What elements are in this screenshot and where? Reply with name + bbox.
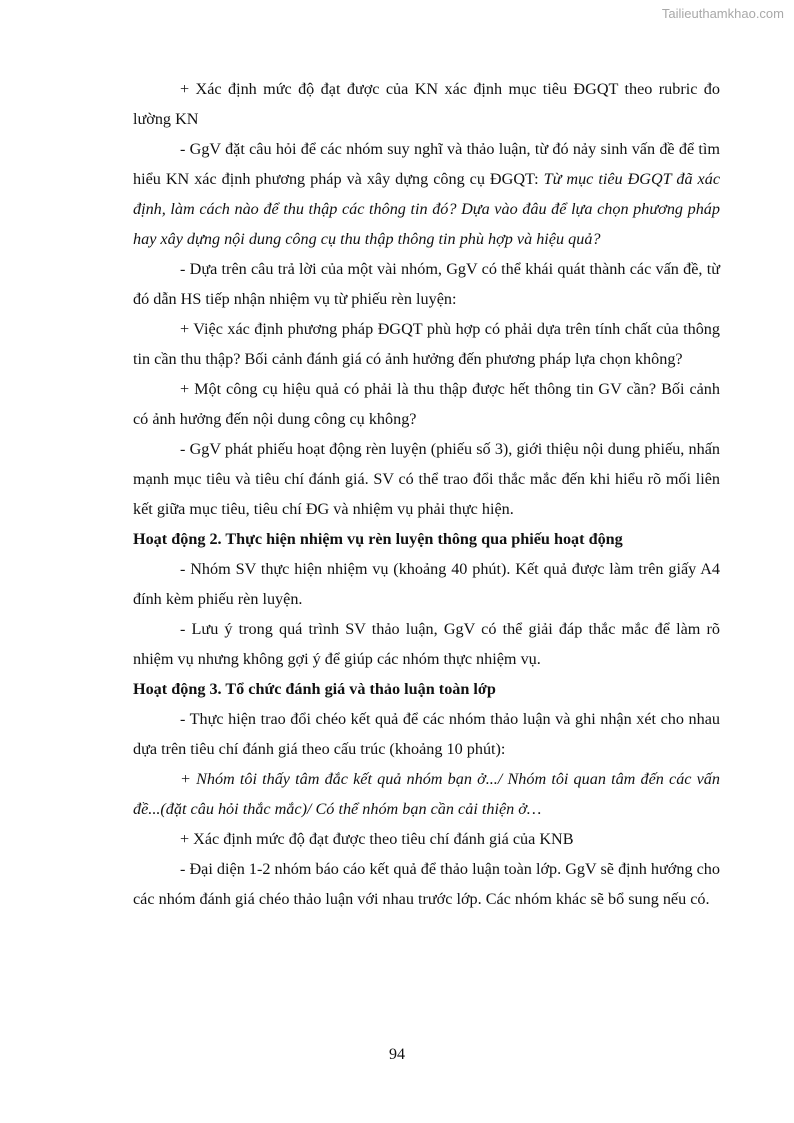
paragraph: - Nhóm SV thực hiện nhiệm vụ (khoảng 40 phút). Kết quả được làm trên giấy A4 đính kèm phiếu rèn luyện. [133,560,720,608]
page-number: 94 [389,1046,405,1063]
paragraph: - Thực hiện trao đổi chéo kết quả để các nhóm thảo luận và ghi nhận xét cho nhau dựa trên tiêu chí đánh giá theo cấu trúc (khoảng 10 phút): [133,710,720,758]
paragraph: + Xác định mức độ đạt được của KN xác định mục tiêu ĐGQT theo rubric đo lường KN [133,80,720,128]
paragraph: + Một công cụ hiệu quả có phải là thu thập được hết thông tin GV cần? Bối cảnh có ảnh hưởng đến nội dung công cụ không? [133,380,720,428]
paragraph: - Dựa trên câu trả lời của một vài nhóm, GgV có thể khái quát thành các vấn đề, từ đó dẫn HS tiếp nhận nhiệm vụ từ phiếu rèn luyện: [133,260,720,308]
watermark: Tailieuthamkhao.com [661,6,784,21]
document-body [133,74,720,914]
paragraph: + Việc xác định phương pháp ĐGQT phù hợp có phải dựa trên tính chất của thông tin cần thu thập? Bối cảnh đánh giá có ảnh hưởng đến phương pháp lựa chọn không? [133,320,720,368]
paragraph: - Đại diện 1-2 nhóm báo cáo kết quả để thảo luận toàn lớp. GgV sẽ định hướng cho các nhóm đánh giá chéo thảo luận với nhau trước lớp. Các nhóm khác sẽ bổ sung nếu có. [133,860,720,908]
section-heading: Hoạt động 2. Thực hiện nhiệm vụ rèn luyện thông qua phiếu hoạt động [133,530,623,548]
paragraph: + Xác định mức độ đạt được theo tiêu chí đánh giá của KNB [180,830,574,848]
paragraph: - Lưu ý trong quá trình SV thảo luận, GgV có thể giải đáp thắc mắc để làm rõ nhiệm vụ nhưng không gợi ý để giúp các nhóm thực nhiệm vụ. [133,620,720,668]
paragraph: - GgV phát phiếu hoạt động rèn luyện (phiếu số 3), giới thiệu nội dung phiếu, nhấn mạnh mục tiêu và tiêu chí đánh giá. SV có thể trao đổi thắc mắc đến khi hiểu rõ mối liên kết giữa mục tiêu, tiêu chí ĐG và nhiệm vụ phải thực hiện. [133,440,720,518]
section-heading: Hoạt động 3. Tổ chức đánh giá và thảo luận toàn lớp [133,680,496,698]
paragraph: + Nhóm tôi thấy tâm đắc kết quả nhóm bạn ở.../ Nhóm tôi quan tâm đến các vấn đề...(đặt câu hỏi thắc mắc)/ Có thể nhóm bạn cần cải thiện ở… [133,770,720,818]
paragraph: - GgV đặt câu hỏi để các nhóm suy nghĩ và thảo luận, từ đó nảy sinh vấn đề để tìm hiểu KN xác định phương pháp và xây dựng công cụ ĐGQT: Từ mục tiêu ĐGQT đã xác định, làm cách nào để thu thập các thông tin đó? Dựa vào đâu để lựa chọn phương pháp hay xây dựng nội dung công cụ thu thập thông tin phù hợp và hiệu quả? [133,140,721,248]
